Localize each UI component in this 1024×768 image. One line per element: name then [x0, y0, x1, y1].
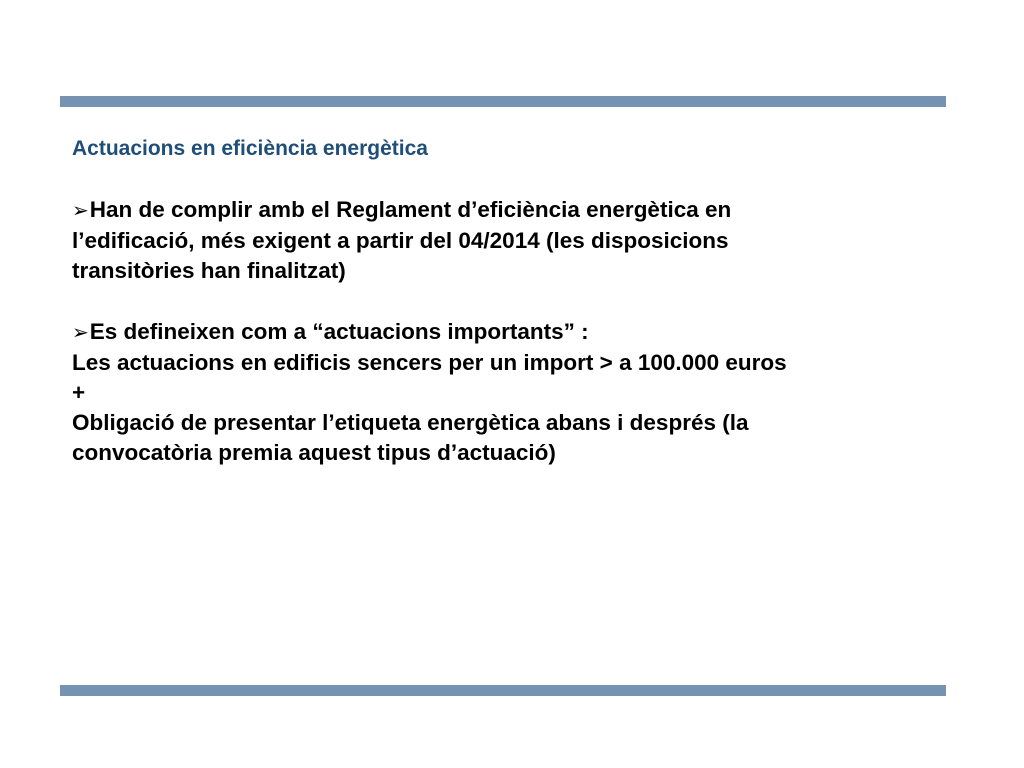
bottom-divider: [60, 685, 946, 696]
bullet-line: l’edificació, més exigent a partir del 04/2014 (les disposicions: [72, 228, 729, 253]
bullet-line: [72, 317, 952, 348]
arrow-bullet-icon: ➢: [72, 322, 89, 344]
bullet-text: Han de complir amb el Reglament d’eficiència energètica en: [89, 197, 732, 222]
bullet-item-regulation: [72, 195, 952, 286]
bullet-text: Es defineixen com a “actuacions importants” :: [89, 319, 589, 344]
bullet-item-important-actions: [72, 317, 952, 468]
body-line: Obligació de presentar l’etiqueta energètica abans i després (la: [72, 410, 749, 435]
bullet-line: transitòries han finalitzat): [72, 258, 346, 283]
spacer: [72, 164, 952, 195]
slide-body: [72, 134, 952, 468]
spacer: [72, 286, 952, 317]
top-divider: [60, 96, 946, 107]
body-line: +: [72, 380, 86, 405]
body-line: Les actuacions en edificis sencers per un import > a 100.000 euros: [72, 350, 787, 375]
slide-title: Actuacions en eficiència energètica: [72, 137, 428, 160]
arrow-bullet-icon: ➢: [72, 200, 89, 222]
body-line: convocatòria premia aquest tipus d’actuació): [72, 440, 556, 465]
bullet-line: [72, 195, 952, 226]
